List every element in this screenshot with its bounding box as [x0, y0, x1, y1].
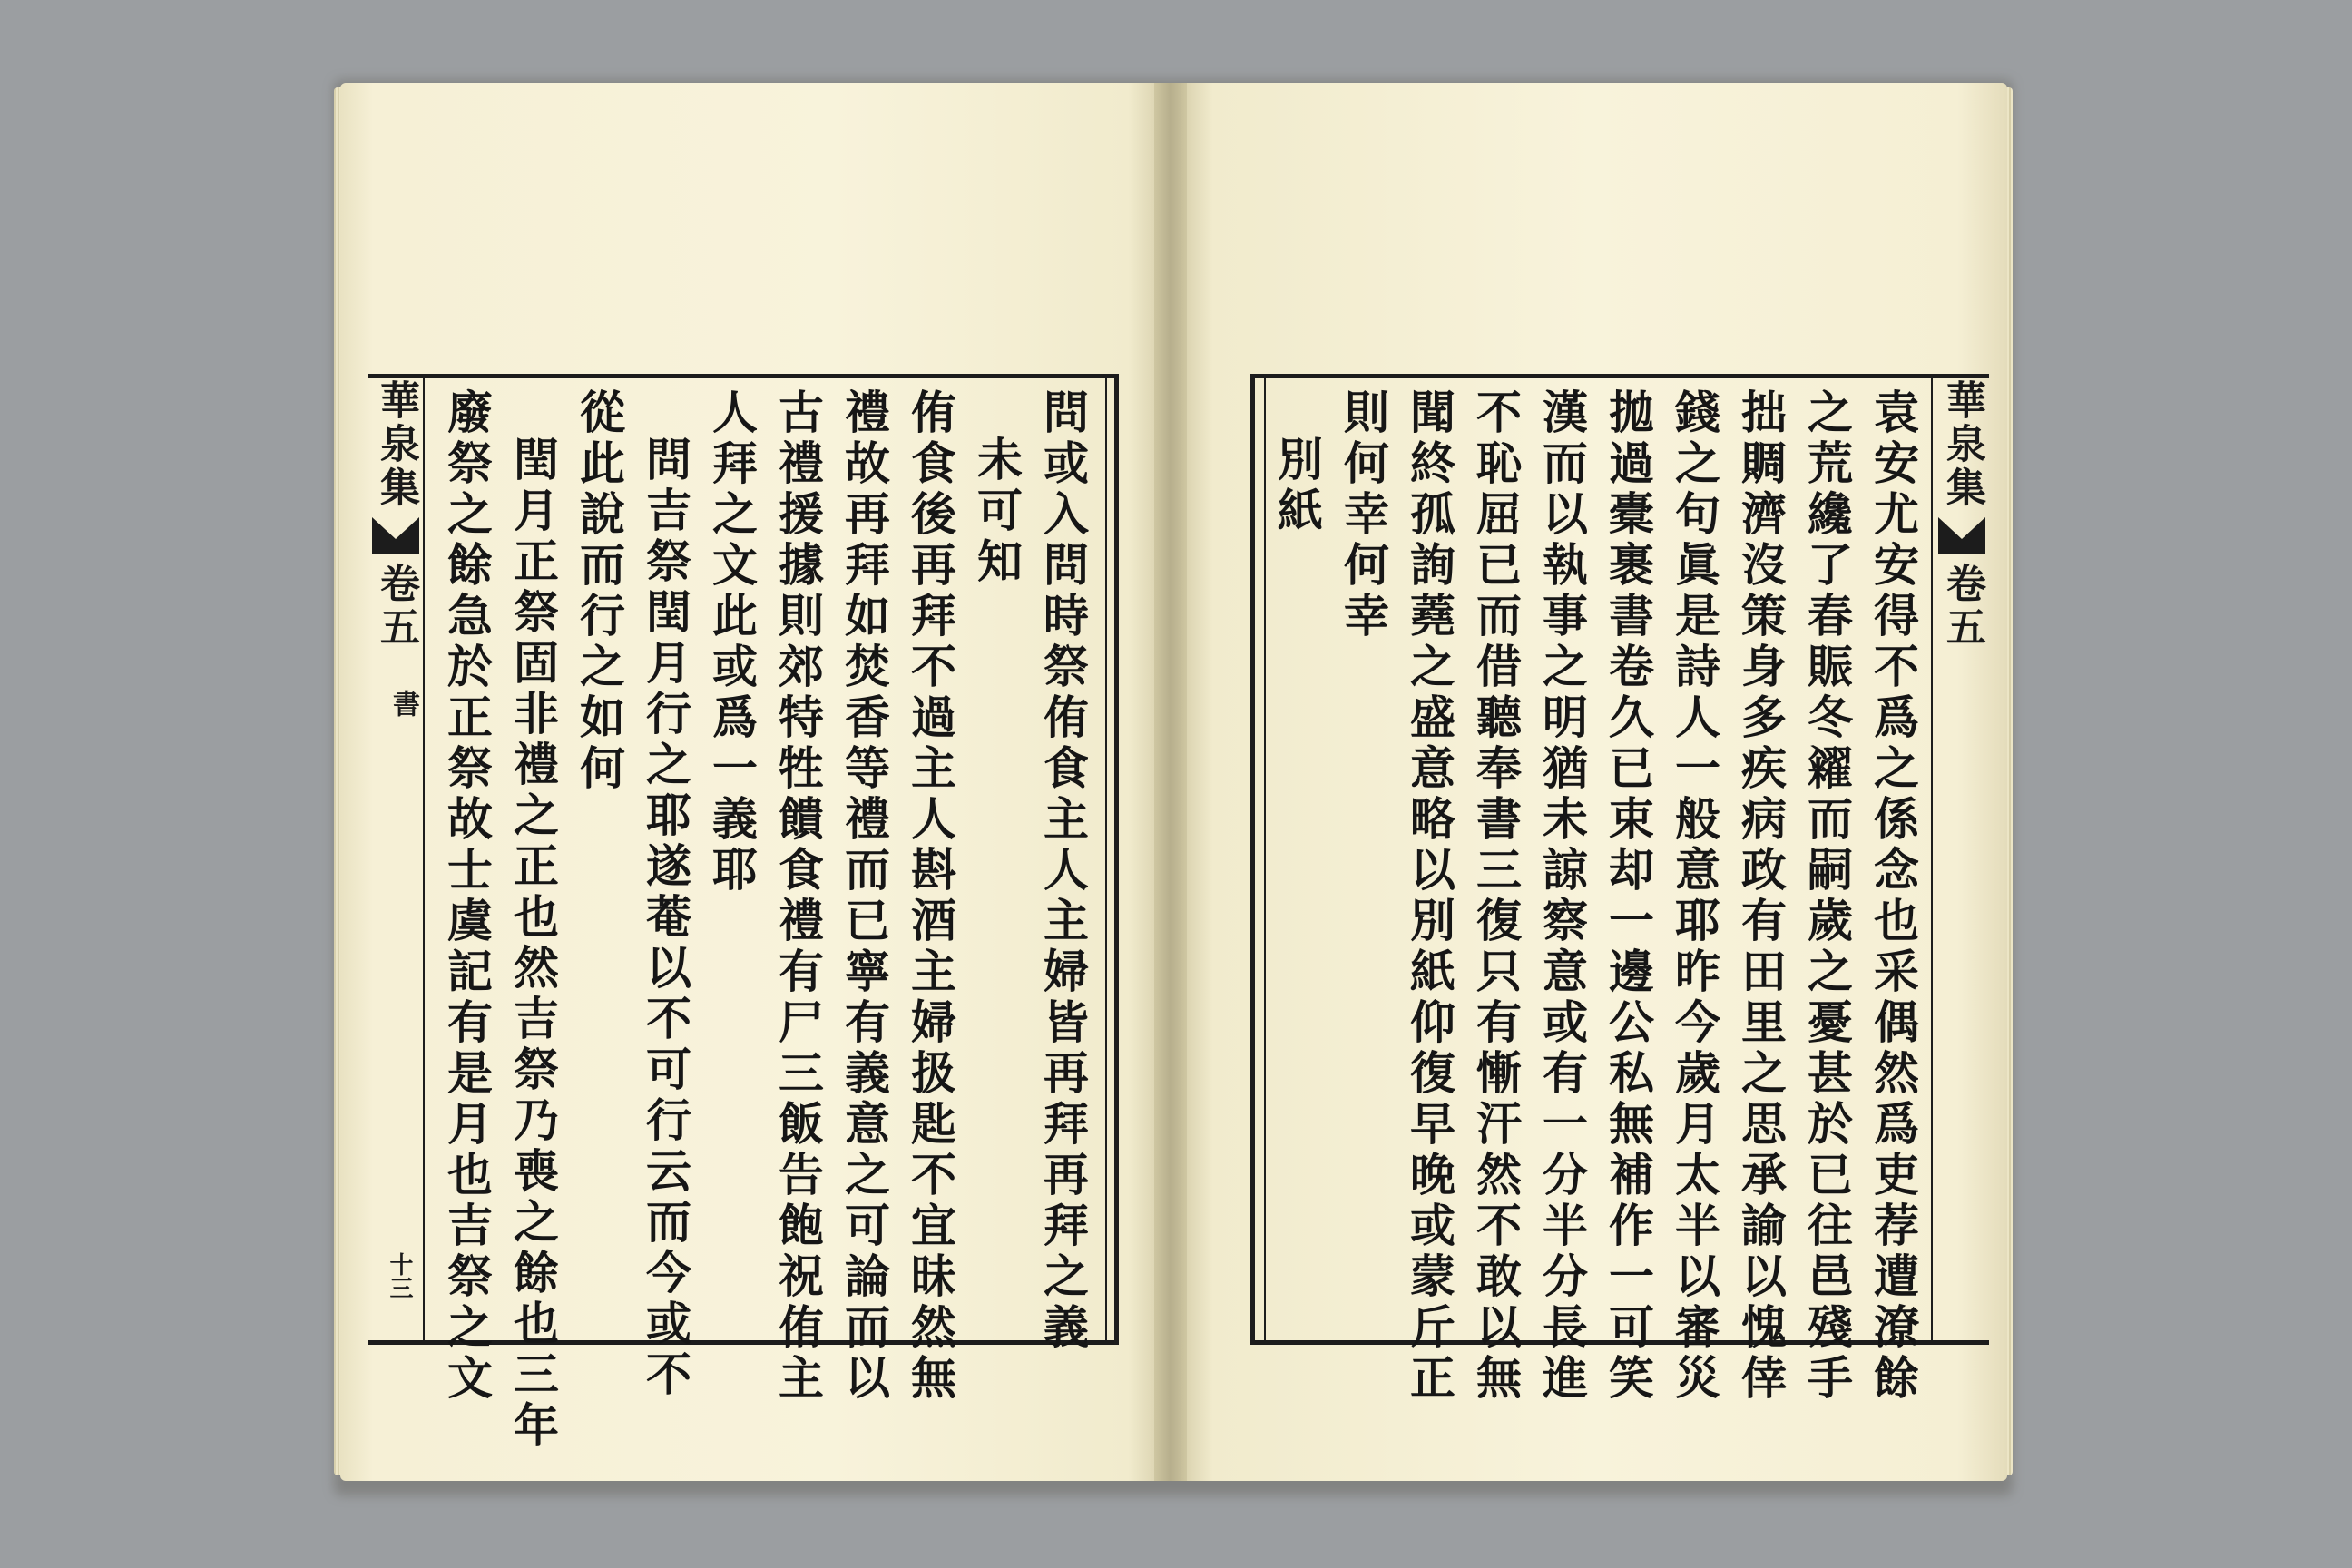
- left-text-column-4: 禮故再拜如焚香等禮而已寧有義意之可論而以: [838, 388, 891, 1405]
- left-text-column-3: 侑食後再拜不過主人斟酒主婦扱匙不宜昧然無: [904, 388, 957, 1405]
- left-margin-rule: [423, 374, 425, 1340]
- left-frame-inner-rule: [1105, 374, 1107, 1340]
- left-text-column-5: 古禮援據則郊特牲饋食禮有尸三飯告飽祝侑主: [771, 388, 825, 1405]
- left-margin-title: 華泉集: [373, 379, 419, 510]
- left-text-column-1: 問或入問時祭侑食主人主婦皆再拜再拜之義: [1036, 388, 1090, 1354]
- left-text-column-7: 問吉祭閏月行之耶遂菴以不可行云而今或不: [639, 436, 692, 1401]
- right-text-column-6: 漢而以執事之明猶未諒察意或有一分半分長進: [1535, 388, 1589, 1405]
- right-text-column-7: 不恥屈已而借聽奉書三復只有慚汗然不敢以無: [1469, 388, 1523, 1405]
- right-margin-title: 華泉集: [1939, 379, 1985, 510]
- right-text-column-5: 拋過橐裹書卷久已束却一邊公私無補作一可笑: [1602, 388, 1655, 1405]
- right-text-column-4: 錢之句眞是詩人一般意耶昨今歲月太半以審災: [1668, 388, 1721, 1405]
- left-margin-volume: 卷五: [373, 563, 419, 650]
- left-text-column-2: 未可知: [970, 436, 1024, 588]
- right-text-column-3: 拙賙濟沒策身多疾病政有田里之思承諭以愧倖: [1734, 388, 1788, 1405]
- left-text-column-6: 人拜之文此或爲一義耶: [705, 388, 759, 897]
- left-text-column-8: 從此說而行之如何: [573, 388, 626, 795]
- right-text-column-2: 之荒纔了春賑冬糴而嗣歲之憂甚於已往邑殘手: [1800, 388, 1854, 1405]
- right-text-column-8: 聞終孤詢蕘之盛意略以別紙仰復早晚或蒙斤正: [1403, 388, 1456, 1405]
- right-margin-volume: 卷五: [1939, 563, 1985, 650]
- right-text-column-1: 袁安尤安得不爲之係念也采偶然爲吏荐遭潦餘: [1867, 388, 1920, 1405]
- left-text-column-10: 廢祭之餘急於正祭故士虞記有是月也吉祭之文: [440, 388, 494, 1405]
- right-text-column-9: 則何幸何幸: [1337, 388, 1390, 642]
- right-text-column-10: 別紙: [1270, 436, 1324, 537]
- left-margin-section: 書: [387, 690, 419, 719]
- book-gutter: [1154, 83, 1187, 1481]
- right-margin-rule: [1931, 374, 1933, 1340]
- right-frame-outer-rule: [1250, 374, 1255, 1345]
- left-text-column-9: 閏月正祭固非禮之正也然吉祭乃喪之餘也三年: [506, 436, 560, 1452]
- left-folio-number: 十三: [386, 1252, 413, 1299]
- left-frame-outer-rule: [1114, 374, 1119, 1345]
- right-frame-inner-rule: [1264, 374, 1266, 1340]
